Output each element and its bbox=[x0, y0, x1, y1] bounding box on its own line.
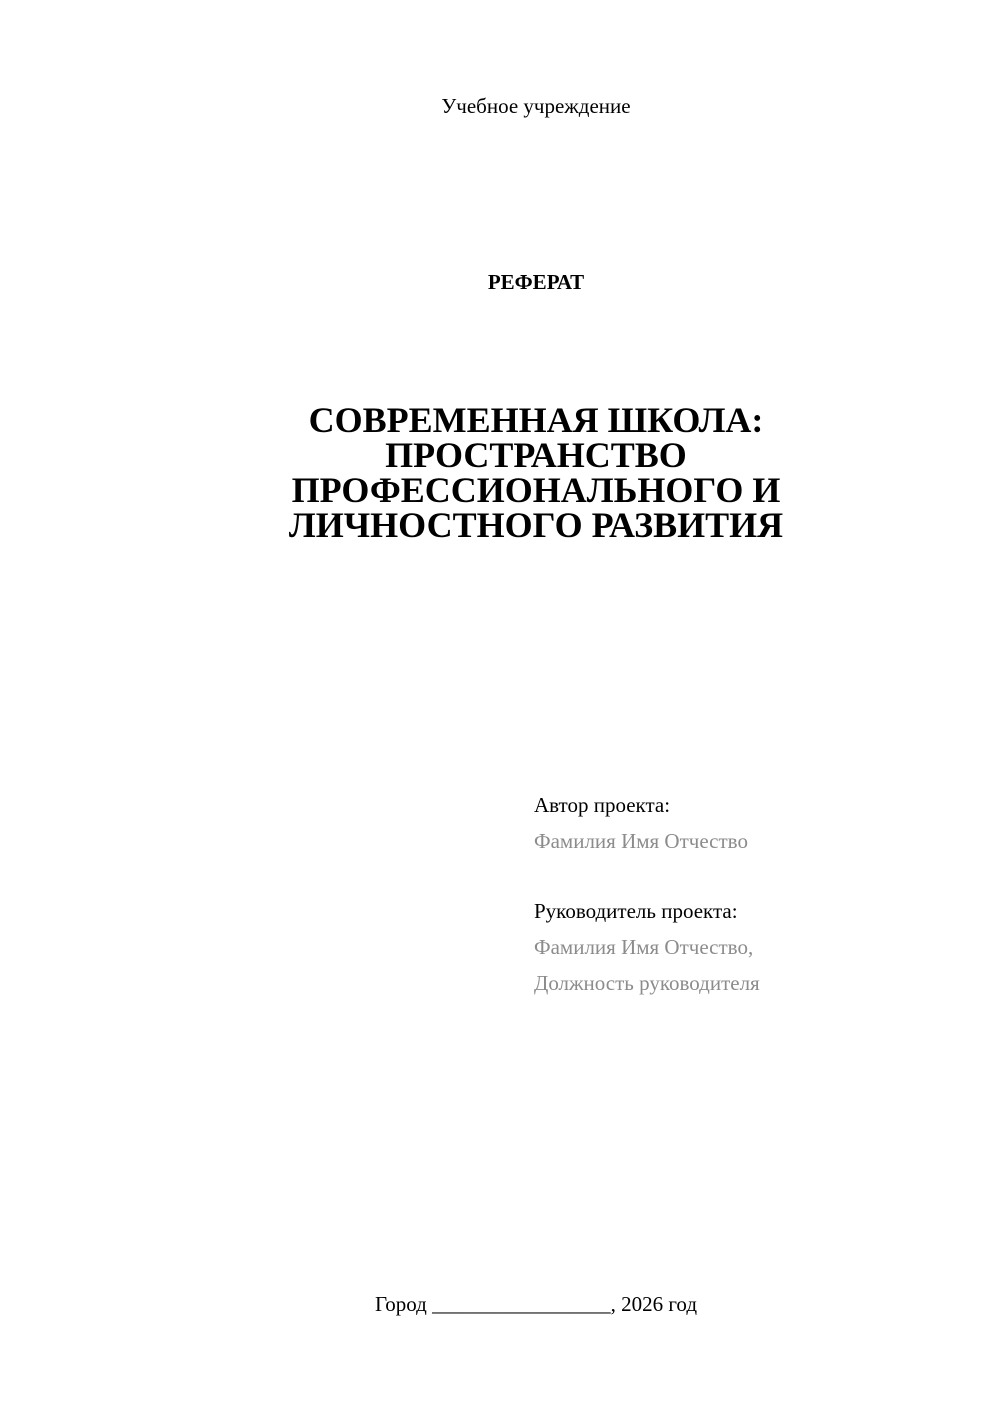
title-line: ПРОФЕССИОНАЛЬНОГО И bbox=[291, 470, 781, 510]
title-line: ЛИЧНОСТНОГО РАЗВИТИЯ bbox=[288, 505, 784, 545]
title-line: СОВРЕМЕННАЯ ШКОЛА: bbox=[308, 400, 764, 440]
document-type: РЕФЕРАТ bbox=[487, 270, 585, 294]
city-year-line: Город _________________, 2026 год bbox=[374, 1292, 698, 1316]
supervisor-label: Руководитель проекта: bbox=[534, 899, 738, 923]
supervisor-position-placeholder: Должность руководителя bbox=[534, 971, 760, 995]
document-title bbox=[186, 400, 886, 545]
supervisor-name-placeholder: Фамилия Имя Отчество, bbox=[534, 935, 754, 959]
title-line: ПРОСТРАНСТВО bbox=[385, 435, 687, 475]
author-label: Автор проекта: bbox=[534, 793, 671, 817]
supervisor-block bbox=[534, 893, 974, 1001]
author-name-placeholder: Фамилия Имя Отчество bbox=[534, 829, 748, 853]
author-block bbox=[534, 787, 974, 859]
institution-name: Учебное учреждение bbox=[441, 94, 631, 118]
